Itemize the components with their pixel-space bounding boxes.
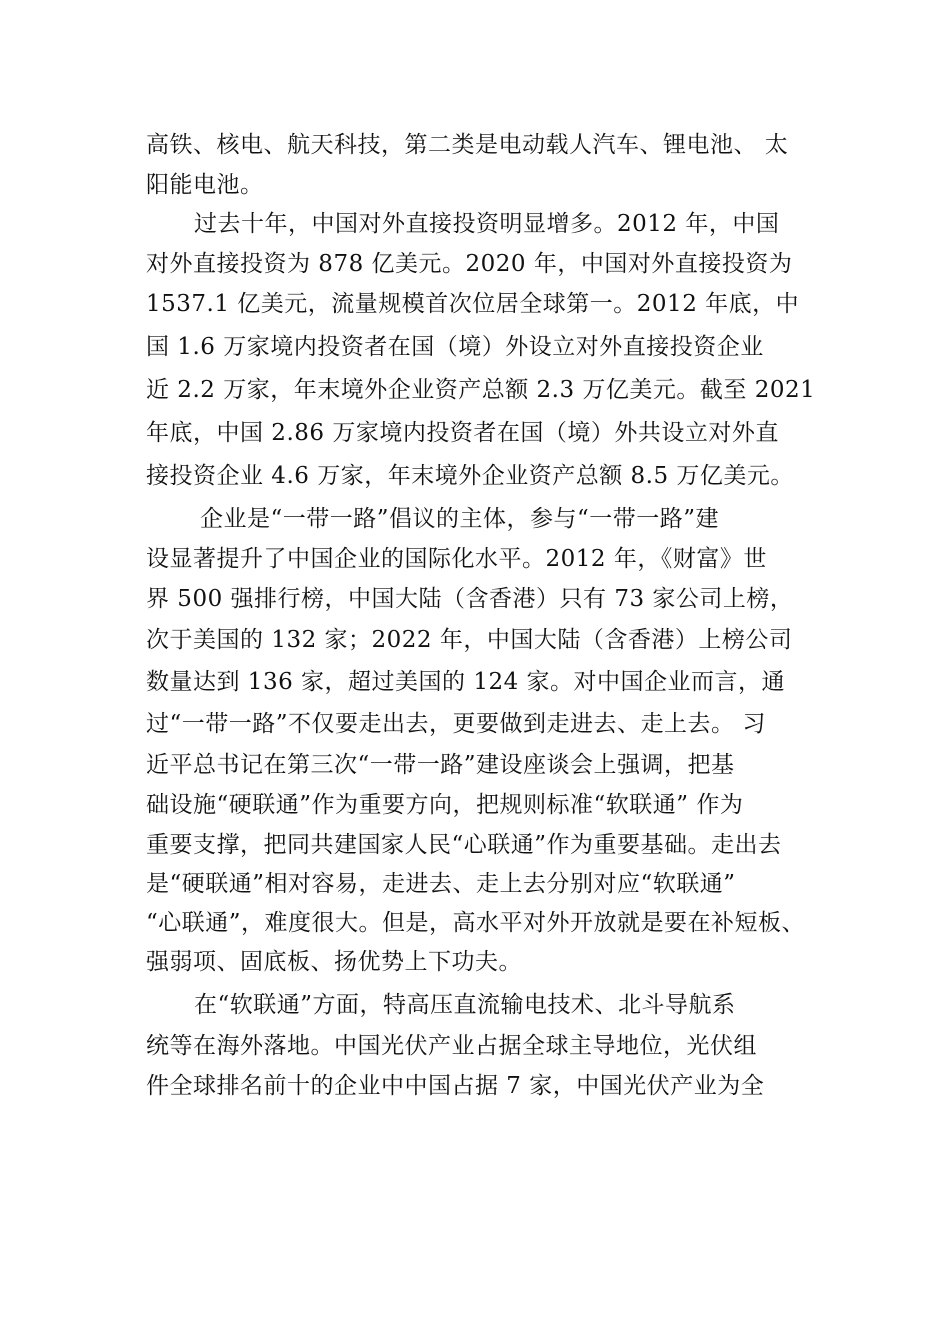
- body-text-line: 础设施“硬联通”作为重要方向，把规则标准“软联通” 作为: [146, 792, 744, 818]
- body-text-line: 阳能电池。: [146, 172, 264, 198]
- body-text-line: 件全球排名前十的企业中中国占据 7 家，中国光伏产业为全: [146, 1073, 765, 1099]
- body-text-line: 在“软联通”方面，特高压直流输电技术、北斗导航系: [194, 992, 736, 1018]
- body-text-line: 强弱项、固底板、扬优势上下功夫。: [146, 949, 522, 975]
- body-text-line: 过去十年，中国对外直接投资明显增多。2012 年，中国: [194, 211, 780, 237]
- body-text-line: 接投资企业 4.6 万家，年末境外企业资产总额 8.5 万亿美元。: [146, 463, 794, 489]
- body-text-line: 高铁、核电、航天科技，第二类是电动载人汽车、锂电池、 太: [146, 132, 789, 158]
- body-text-line: 国 1.6 万家境内投资者在国（境）外设立对外直接投资企业: [146, 334, 764, 360]
- body-text-line: 数量达到 136 家，超过美国的 124 家。对中国企业而言，通: [146, 669, 786, 695]
- body-text-line: 过“一带一路”不仅要走出去，更要做到走进去、走上去。 习: [146, 711, 766, 737]
- body-text-line: 近平总书记在第三次“一带一路”建设座谈会上强调，把基: [146, 752, 735, 778]
- body-text-line: 界 500 强排行榜，中国大陆（含香港）只有 73 家公司上榜，: [146, 586, 794, 612]
- body-text-line: 次于美国的 132 家；2022 年，中国大陆（含香港）上榜公司: [146, 627, 793, 653]
- body-text-line: 年底，中国 2.86 万家境内投资者在国（境）外共设立对外直: [146, 420, 779, 446]
- body-text-line: 对外直接投资为 878 亿美元。2020 年，中国对外直接投资为: [146, 251, 793, 277]
- body-text-line: 1537.1 亿美元，流量规模首次位居全球第一。2012 年底，中: [146, 291, 800, 317]
- body-text-line: 企业是“一带一路”倡议的主体，参与“一带一路”建: [200, 506, 720, 532]
- body-text-line: 统等在海外落地。中国光伏产业占据全球主导地位，光伏组: [146, 1033, 757, 1059]
- body-text-line: 近 2.2 万家，年末境外企业资产总额 2.3 万亿美元。截至 2021: [146, 377, 816, 403]
- body-text-line: 是“硬联通”相对容易，走进去、走上去分别对应“软联通”: [146, 871, 736, 897]
- body-text-line: 重要支撑，把同共建国家人民“心联通”作为重要基础。走出去: [146, 832, 782, 858]
- body-text-line: “心联通”，难度很大。但是，高水平对外开放就是要在补短板、: [146, 910, 806, 936]
- body-text-line: 设显著提升了中国企业的国际化水平。2012 年，《财富》世: [146, 546, 767, 572]
